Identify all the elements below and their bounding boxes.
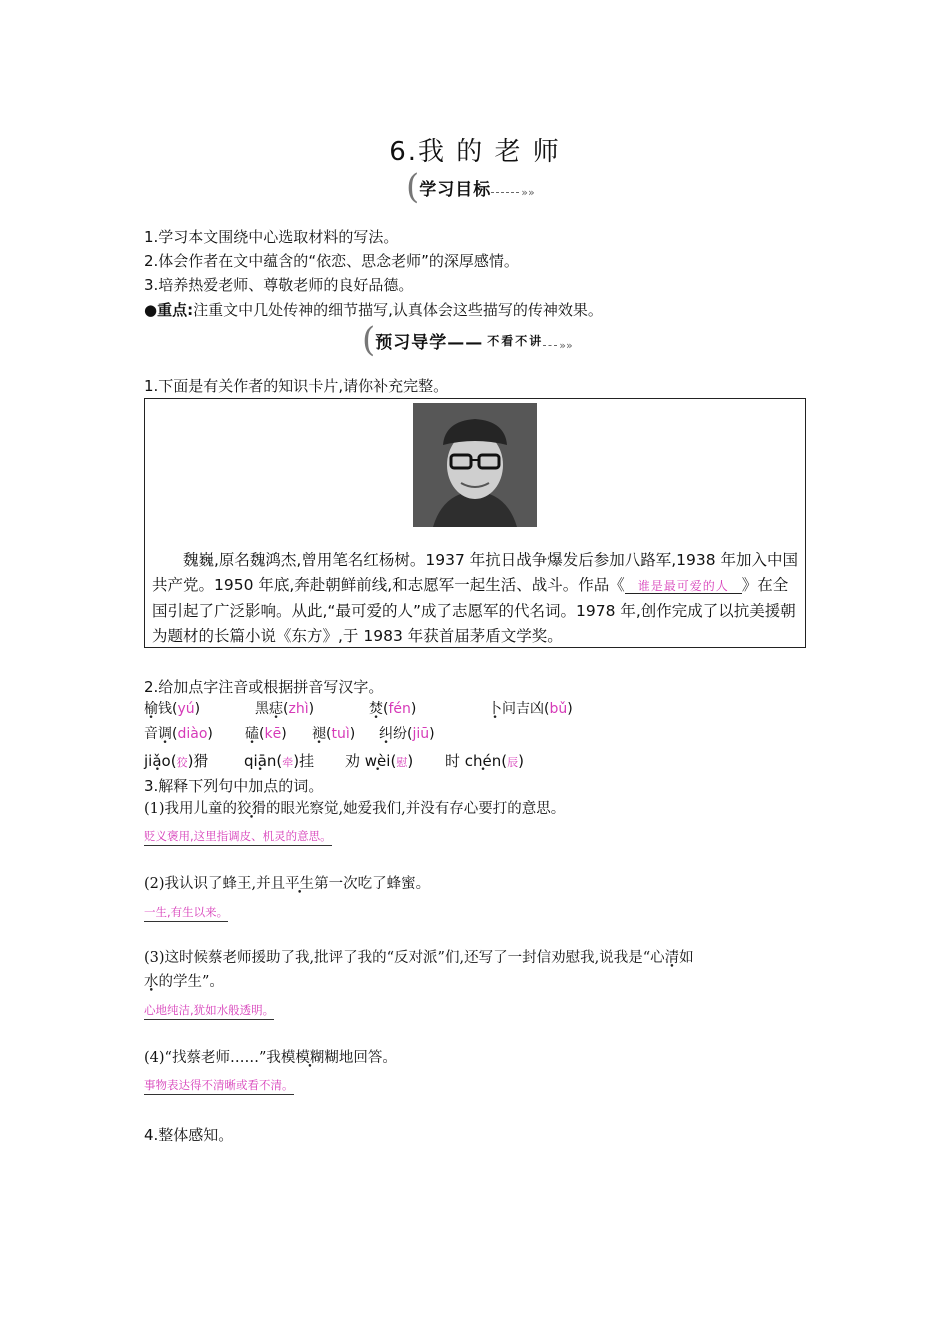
pinyin-item: jiǎo •(狡)猾	[144, 749, 208, 775]
banner-sublabel: 不看不讲	[487, 333, 544, 348]
bio-part2: 》在全国引起了广泛影响。从此,“最可爱的人”成了志愿军的代名词。1978 年,创作完成了以抗美援朝为题材的长篇小说《东方》,于 1983 年获首届茅盾文学奖。	[152, 576, 796, 645]
sub-question-1: (1)我用儿童的狡猾的眼光察觉,她爱我们,并没有存心要打的意思。	[144, 801, 566, 817]
dotted-word: 狡猾	[237, 801, 267, 817]
question-4: 4.整体感知。	[144, 1126, 234, 1144]
banner-label: 学习目标	[419, 179, 492, 200]
pinyin-item: 音调(diào)	[144, 726, 213, 742]
objective-3: 3.培养热爱老师、尊敬老师的良好品德。	[144, 276, 414, 294]
portrait-image	[413, 403, 537, 527]
pinyin-item: 榆钱(yú)	[144, 701, 201, 717]
focus-label: ●重点:	[144, 301, 194, 319]
focus-text: 注重文中几处传神的细节描写,认真体会这些描写的传神效果。	[193, 301, 603, 319]
section-banner-objectives	[406, 167, 535, 207]
arrows-icon: »»	[559, 338, 573, 352]
pinyin-item: 时 chén •(辰)	[445, 749, 524, 775]
question-1: 1.下面是有关作者的知识卡片,请你补充完整。	[144, 377, 449, 395]
dotted-word: 模模糊糊	[280, 1050, 339, 1066]
dashed-rule	[491, 192, 519, 193]
pinyin-item: 卜问吉凶(bǔ)	[488, 701, 573, 717]
sub-question-2: (2)我认识了蜂王,并且平生第一次吃了蜂蜜。	[144, 873, 430, 895]
sub-question-3: (3)这时候蔡老师援助了我,批评了我的“反对派”们,还写了一封信劝慰我,说我是“心清如	[144, 947, 694, 969]
pinyin-item: 劝 wèi •(慰)	[345, 749, 413, 775]
dotted-word: 平生	[285, 876, 315, 892]
dotted-word: 心清如	[650, 950, 694, 966]
sub-question-3-cont: 水的学生”。	[144, 971, 224, 993]
pinyin-item: 磕(kē)	[245, 726, 287, 742]
dashed-rule	[543, 345, 557, 346]
answer-4: 事物表达得不清晰或看不清。	[144, 1077, 294, 1095]
focus-line	[144, 299, 603, 321]
banner-label: 预习导学——	[375, 332, 484, 353]
pinyin-item: qiān •(牵)挂	[244, 749, 314, 775]
objective-1: 1.学习本文围绕中心选取材料的写法。	[144, 228, 399, 246]
dotted-word: 水	[144, 974, 159, 990]
bracket-ornament: (	[362, 320, 376, 360]
pinyin-item: 黑痣(zhì)	[255, 701, 315, 717]
answer-2: 一生,有生以来。	[144, 904, 228, 922]
pinyin-item: 纠纷(jiū)	[379, 726, 435, 742]
answer-3: 心地纯洁,犹如水般透明。	[144, 1002, 274, 1020]
author-photo	[413, 403, 537, 527]
bio-answer-a: 谁是最可爱的	[624, 579, 716, 593]
sub-question-4: (4)“找蔡老师……”我模模糊糊地回答。	[144, 1047, 397, 1069]
bracket-ornament: (	[406, 167, 420, 207]
arrows-icon: »»	[521, 185, 535, 199]
objective-2: 2.体会作者在文中蕴含的“依恋、思念老师”的深厚感情。	[144, 252, 519, 270]
bio-part1: 魏巍,原名魏鸿杰,曾用笔名红杨树。1937 年抗日战争爆发后参加八路军,1938 年加入中国共产党。1950 年底,奔赴朝鲜前线,和志愿军一起生活、战斗。作品《	[152, 551, 799, 594]
author-bio	[152, 548, 802, 649]
pinyin-item: 焚(fén)	[369, 701, 417, 717]
pinyin-item: 褪(tuì)	[312, 726, 356, 742]
page-title: 6.我 的 老 师	[389, 137, 561, 167]
section-banner-preview	[362, 320, 573, 360]
question-2: 2.给加点字注音或根据拼音写汉字。	[144, 678, 384, 696]
question-3: 3.解释下列句中加点的词。	[144, 777, 324, 795]
bio-answer-b: 人	[715, 579, 742, 593]
answer-1: 贬义褒用,这里指调皮、机灵的意思。	[144, 828, 332, 846]
